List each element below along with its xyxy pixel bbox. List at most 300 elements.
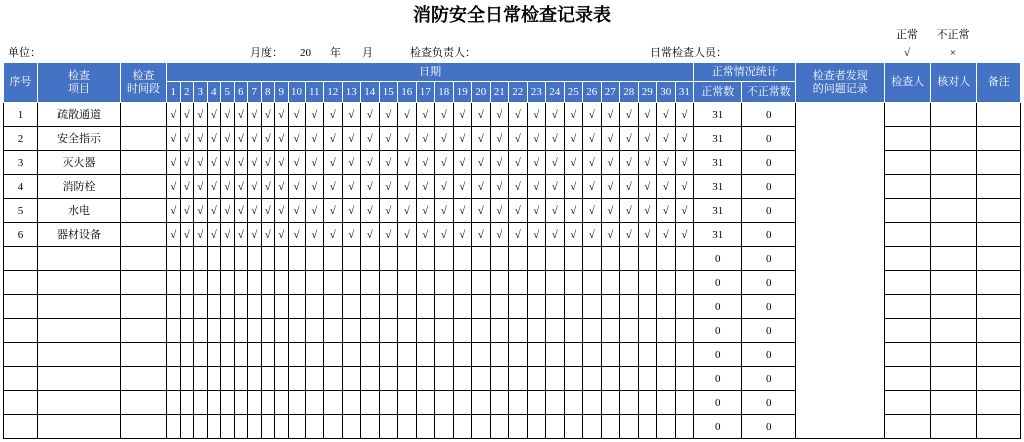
cell-day-check[interactable] (453, 271, 472, 295)
cell-day-check[interactable] (305, 319, 324, 343)
cell-day-check[interactable] (601, 271, 620, 295)
cell-day-check[interactable] (472, 367, 491, 391)
cell-day-check[interactable]: √ (509, 223, 528, 247)
cell-day-check[interactable] (546, 319, 565, 343)
cell-day-check[interactable]: √ (564, 223, 583, 247)
cell-remark[interactable] (977, 175, 1021, 199)
cell-abnormal-count[interactable]: 0 (742, 127, 796, 151)
cell-day-check[interactable] (288, 295, 305, 319)
cell-day-check[interactable]: √ (361, 103, 380, 127)
cell-day-check[interactable] (398, 319, 417, 343)
cell-period[interactable] (121, 295, 167, 319)
cell-day-check[interactable]: √ (207, 199, 221, 223)
cell-day-check[interactable] (583, 319, 602, 343)
cell-day-check[interactable] (564, 319, 583, 343)
cell-checker[interactable] (931, 103, 977, 127)
cell-day-check[interactable] (361, 295, 380, 319)
cell-day-check[interactable]: √ (490, 199, 509, 223)
cell-day-check[interactable] (261, 247, 275, 271)
cell-day-check[interactable] (207, 415, 221, 439)
cell-day-check[interactable]: √ (167, 127, 181, 151)
cell-day-check[interactable]: √ (638, 151, 657, 175)
cell-day-check[interactable] (435, 319, 454, 343)
cell-day-check[interactable]: √ (435, 199, 454, 223)
cell-day-check[interactable] (261, 391, 275, 415)
cell-day-check[interactable]: √ (527, 151, 546, 175)
cell-normal-count[interactable]: 0 (694, 415, 742, 439)
cell-day-check[interactable]: √ (234, 199, 248, 223)
cell-day-check[interactable]: √ (416, 175, 435, 199)
cell-day-check[interactable] (361, 391, 380, 415)
cell-day-check[interactable] (657, 295, 676, 319)
cell-day-check[interactable] (324, 415, 343, 439)
cell-issues-record[interactable] (796, 103, 885, 439)
cell-day-check[interactable]: √ (398, 223, 417, 247)
cell-day-check[interactable] (620, 319, 639, 343)
cell-day-check[interactable] (324, 247, 343, 271)
cell-index[interactable]: 2 (4, 127, 38, 151)
cell-day-check[interactable] (207, 367, 221, 391)
cell-day-check[interactable]: √ (361, 127, 380, 151)
cell-day-check[interactable]: √ (583, 151, 602, 175)
cell-item[interactable] (38, 367, 121, 391)
cell-index[interactable]: 4 (4, 175, 38, 199)
cell-day-check[interactable] (398, 391, 417, 415)
cell-inspector[interactable] (885, 247, 931, 271)
cell-day-check[interactable]: √ (275, 103, 289, 127)
cell-day-check[interactable] (638, 271, 657, 295)
cell-day-check[interactable] (342, 295, 361, 319)
cell-day-check[interactable] (180, 343, 194, 367)
cell-day-check[interactable] (305, 367, 324, 391)
cell-item[interactable] (38, 391, 121, 415)
cell-day-check[interactable] (564, 415, 583, 439)
cell-day-check[interactable]: √ (248, 199, 262, 223)
cell-day-check[interactable] (167, 295, 181, 319)
cell-inspector[interactable] (885, 175, 931, 199)
cell-day-check[interactable] (248, 247, 262, 271)
cell-day-check[interactable]: √ (207, 103, 221, 127)
cell-day-check[interactable] (509, 343, 528, 367)
cell-day-check[interactable]: √ (527, 103, 546, 127)
cell-day-check[interactable]: √ (361, 223, 380, 247)
cell-day-check[interactable] (657, 271, 676, 295)
cell-day-check[interactable]: √ (435, 127, 454, 151)
cell-index[interactable]: 3 (4, 151, 38, 175)
cell-day-check[interactable] (194, 391, 208, 415)
cell-day-check[interactable]: √ (379, 127, 398, 151)
cell-day-check[interactable] (527, 295, 546, 319)
cell-day-check[interactable] (620, 247, 639, 271)
cell-day-check[interactable] (564, 295, 583, 319)
cell-day-check[interactable] (435, 247, 454, 271)
cell-abnormal-count[interactable]: 0 (742, 223, 796, 247)
cell-day-check[interactable] (288, 415, 305, 439)
cell-day-check[interactable]: √ (435, 103, 454, 127)
cell-day-check[interactable]: √ (180, 127, 194, 151)
cell-day-check[interactable] (248, 295, 262, 319)
cell-item[interactable]: 消防栓 (38, 175, 121, 199)
cell-item[interactable]: 水电 (38, 199, 121, 223)
cell-day-check[interactable] (361, 271, 380, 295)
cell-checker[interactable] (931, 247, 977, 271)
cell-day-check[interactable]: √ (261, 103, 275, 127)
cell-item[interactable] (38, 247, 121, 271)
cell-abnormal-count[interactable]: 0 (742, 175, 796, 199)
cell-day-check[interactable]: √ (472, 223, 491, 247)
cell-day-check[interactable] (527, 319, 546, 343)
cell-day-check[interactable]: √ (180, 175, 194, 199)
cell-day-check[interactable]: √ (261, 223, 275, 247)
cell-day-check[interactable]: √ (342, 127, 361, 151)
cell-day-check[interactable] (620, 415, 639, 439)
cell-day-check[interactable]: √ (657, 151, 676, 175)
cell-day-check[interactable]: √ (221, 223, 235, 247)
cell-day-check[interactable]: √ (546, 103, 565, 127)
cell-day-check[interactable]: √ (180, 199, 194, 223)
cell-inspector[interactable] (885, 367, 931, 391)
cell-normal-count[interactable]: 31 (694, 151, 742, 175)
cell-day-check[interactable] (207, 319, 221, 343)
cell-index[interactable] (4, 343, 38, 367)
cell-day-check[interactable] (275, 319, 289, 343)
cell-abnormal-count[interactable]: 0 (742, 415, 796, 439)
cell-index[interactable] (4, 415, 38, 439)
cell-day-check[interactable]: √ (221, 151, 235, 175)
cell-day-check[interactable] (435, 343, 454, 367)
cell-day-check[interactable] (527, 247, 546, 271)
cell-remark[interactable] (977, 271, 1021, 295)
cell-day-check[interactable] (453, 391, 472, 415)
cell-day-check[interactable]: √ (657, 199, 676, 223)
cell-day-check[interactable]: √ (490, 175, 509, 199)
cell-normal-count[interactable]: 31 (694, 223, 742, 247)
cell-day-check[interactable]: √ (379, 151, 398, 175)
cell-day-check[interactable] (675, 367, 694, 391)
cell-inspector[interactable] (885, 199, 931, 223)
cell-day-check[interactable] (472, 295, 491, 319)
cell-day-check[interactable]: √ (490, 223, 509, 247)
cell-inspector[interactable] (885, 103, 931, 127)
cell-day-check[interactable] (509, 247, 528, 271)
cell-day-check[interactable]: √ (342, 103, 361, 127)
cell-day-check[interactable]: √ (261, 151, 275, 175)
cell-day-check[interactable]: √ (167, 223, 181, 247)
cell-normal-count[interactable]: 0 (694, 295, 742, 319)
cell-day-check[interactable] (234, 295, 248, 319)
cell-day-check[interactable] (379, 415, 398, 439)
cell-index[interactable]: 6 (4, 223, 38, 247)
cell-day-check[interactable]: √ (288, 127, 305, 151)
cell-period[interactable] (121, 199, 167, 223)
cell-day-check[interactable] (379, 343, 398, 367)
cell-day-check[interactable] (546, 367, 565, 391)
cell-day-check[interactable]: √ (379, 175, 398, 199)
cell-day-check[interactable] (527, 343, 546, 367)
cell-day-check[interactable] (324, 367, 343, 391)
cell-day-check[interactable]: √ (305, 151, 324, 175)
cell-day-check[interactable] (379, 295, 398, 319)
cell-day-check[interactable] (275, 415, 289, 439)
cell-abnormal-count[interactable]: 0 (742, 247, 796, 271)
cell-day-check[interactable] (564, 367, 583, 391)
cell-day-check[interactable]: √ (638, 199, 657, 223)
cell-day-check[interactable]: √ (275, 175, 289, 199)
cell-day-check[interactable]: √ (248, 127, 262, 151)
cell-day-check[interactable]: √ (657, 127, 676, 151)
cell-day-check[interactable] (207, 271, 221, 295)
cell-day-check[interactable] (527, 415, 546, 439)
cell-day-check[interactable] (261, 343, 275, 367)
cell-day-check[interactable]: √ (361, 199, 380, 223)
cell-day-check[interactable]: √ (638, 175, 657, 199)
cell-day-check[interactable]: √ (601, 151, 620, 175)
cell-day-check[interactable] (361, 343, 380, 367)
cell-day-check[interactable] (234, 271, 248, 295)
cell-day-check[interactable]: √ (675, 151, 694, 175)
cell-abnormal-count[interactable]: 0 (742, 367, 796, 391)
cell-day-check[interactable]: √ (379, 223, 398, 247)
cell-day-check[interactable]: √ (207, 127, 221, 151)
cell-remark[interactable] (977, 319, 1021, 343)
cell-day-check[interactable] (527, 367, 546, 391)
cell-item[interactable] (38, 319, 121, 343)
cell-checker[interactable] (931, 415, 977, 439)
cell-day-check[interactable]: √ (564, 151, 583, 175)
cell-day-check[interactable] (490, 391, 509, 415)
cell-day-check[interactable]: √ (248, 103, 262, 127)
cell-day-check[interactable] (527, 271, 546, 295)
cell-day-check[interactable] (416, 415, 435, 439)
cell-day-check[interactable]: √ (527, 223, 546, 247)
cell-day-check[interactable] (361, 319, 380, 343)
cell-day-check[interactable]: √ (546, 175, 565, 199)
cell-day-check[interactable]: √ (472, 103, 491, 127)
cell-day-check[interactable] (194, 343, 208, 367)
cell-day-check[interactable] (509, 319, 528, 343)
cell-day-check[interactable] (288, 319, 305, 343)
cell-day-check[interactable] (509, 415, 528, 439)
cell-day-check[interactable] (416, 319, 435, 343)
cell-day-check[interactable] (638, 367, 657, 391)
cell-day-check[interactable]: √ (324, 127, 343, 151)
cell-remark[interactable] (977, 151, 1021, 175)
cell-day-check[interactable]: √ (324, 175, 343, 199)
cell-day-check[interactable] (194, 247, 208, 271)
cell-index[interactable]: 5 (4, 199, 38, 223)
cell-inspector[interactable] (885, 295, 931, 319)
cell-day-check[interactable] (490, 247, 509, 271)
cell-day-check[interactable] (546, 415, 565, 439)
cell-day-check[interactable] (583, 391, 602, 415)
cell-day-check[interactable]: √ (509, 199, 528, 223)
cell-period[interactable] (121, 103, 167, 127)
cell-day-check[interactable]: √ (180, 223, 194, 247)
cell-day-check[interactable]: √ (546, 151, 565, 175)
cell-day-check[interactable]: √ (194, 127, 208, 151)
cell-day-check[interactable] (342, 415, 361, 439)
cell-day-check[interactable] (194, 367, 208, 391)
cell-day-check[interactable]: √ (194, 223, 208, 247)
cell-day-check[interactable]: √ (379, 199, 398, 223)
cell-day-check[interactable]: √ (305, 175, 324, 199)
cell-day-check[interactable]: √ (620, 223, 639, 247)
cell-day-check[interactable] (490, 367, 509, 391)
cell-day-check[interactable]: √ (490, 103, 509, 127)
cell-normal-count[interactable]: 31 (694, 175, 742, 199)
cell-day-check[interactable] (509, 295, 528, 319)
cell-abnormal-count[interactable]: 0 (742, 343, 796, 367)
cell-day-check[interactable] (657, 415, 676, 439)
cell-day-check[interactable]: √ (234, 103, 248, 127)
cell-abnormal-count[interactable]: 0 (742, 271, 796, 295)
cell-day-check[interactable]: √ (527, 127, 546, 151)
cell-day-check[interactable]: √ (234, 223, 248, 247)
cell-day-check[interactable]: √ (288, 175, 305, 199)
cell-day-check[interactable] (601, 295, 620, 319)
cell-day-check[interactable]: √ (324, 199, 343, 223)
cell-day-check[interactable]: √ (564, 175, 583, 199)
cell-day-check[interactable]: √ (453, 127, 472, 151)
cell-day-check[interactable] (675, 247, 694, 271)
cell-day-check[interactable] (453, 295, 472, 319)
cell-day-check[interactable] (379, 367, 398, 391)
cell-day-check[interactable]: √ (207, 151, 221, 175)
cell-day-check[interactable] (416, 271, 435, 295)
cell-day-check[interactable]: √ (288, 151, 305, 175)
cell-day-check[interactable] (398, 415, 417, 439)
cell-day-check[interactable] (398, 343, 417, 367)
cell-day-check[interactable]: √ (194, 151, 208, 175)
cell-checker[interactable] (931, 223, 977, 247)
cell-day-check[interactable] (435, 271, 454, 295)
cell-day-check[interactable] (601, 247, 620, 271)
cell-period[interactable] (121, 247, 167, 271)
cell-day-check[interactable]: √ (583, 175, 602, 199)
cell-day-check[interactable] (509, 367, 528, 391)
cell-day-check[interactable]: √ (248, 175, 262, 199)
cell-day-check[interactable]: √ (248, 151, 262, 175)
cell-day-check[interactable] (620, 271, 639, 295)
cell-checker[interactable] (931, 175, 977, 199)
cell-checker[interactable] (931, 319, 977, 343)
cell-day-check[interactable]: √ (261, 199, 275, 223)
cell-normal-count[interactable]: 0 (694, 247, 742, 271)
cell-day-check[interactable] (583, 343, 602, 367)
cell-day-check[interactable] (342, 343, 361, 367)
cell-day-check[interactable] (509, 271, 528, 295)
cell-day-check[interactable] (435, 295, 454, 319)
cell-item[interactable]: 器材设备 (38, 223, 121, 247)
cell-day-check[interactable] (361, 415, 380, 439)
cell-inspector[interactable] (885, 127, 931, 151)
cell-day-check[interactable] (601, 415, 620, 439)
cell-day-check[interactable] (207, 247, 221, 271)
cell-day-check[interactable] (207, 343, 221, 367)
cell-day-check[interactable]: √ (472, 175, 491, 199)
cell-day-check[interactable] (324, 271, 343, 295)
cell-day-check[interactable]: √ (620, 175, 639, 199)
cell-normal-count[interactable]: 0 (694, 391, 742, 415)
cell-day-check[interactable] (275, 247, 289, 271)
cell-day-check[interactable] (675, 343, 694, 367)
cell-day-check[interactable] (490, 319, 509, 343)
cell-day-check[interactable] (472, 391, 491, 415)
cell-inspector[interactable] (885, 319, 931, 343)
cell-day-check[interactable]: √ (221, 199, 235, 223)
cell-abnormal-count[interactable]: 0 (742, 295, 796, 319)
cell-day-check[interactable] (490, 295, 509, 319)
cell-day-check[interactable]: √ (342, 151, 361, 175)
cell-day-check[interactable] (490, 271, 509, 295)
cell-day-check[interactable] (221, 247, 235, 271)
cell-day-check[interactable]: √ (180, 103, 194, 127)
cell-day-check[interactable]: √ (453, 175, 472, 199)
cell-day-check[interactable] (361, 367, 380, 391)
cell-day-check[interactable] (435, 391, 454, 415)
cell-day-check[interactable] (398, 295, 417, 319)
cell-day-check[interactable] (342, 271, 361, 295)
cell-period[interactable] (121, 319, 167, 343)
cell-index[interactable] (4, 391, 38, 415)
cell-day-check[interactable]: √ (167, 151, 181, 175)
cell-day-check[interactable] (221, 295, 235, 319)
cell-day-check[interactable]: √ (234, 127, 248, 151)
cell-abnormal-count[interactable]: 0 (742, 151, 796, 175)
cell-day-check[interactable]: √ (509, 103, 528, 127)
cell-day-check[interactable] (546, 295, 565, 319)
cell-day-check[interactable]: √ (342, 175, 361, 199)
cell-day-check[interactable] (167, 343, 181, 367)
cell-day-check[interactable] (675, 319, 694, 343)
cell-day-check[interactable]: √ (324, 223, 343, 247)
cell-normal-count[interactable]: 0 (694, 367, 742, 391)
cell-day-check[interactable]: √ (453, 223, 472, 247)
cell-period[interactable] (121, 151, 167, 175)
cell-day-check[interactable] (657, 367, 676, 391)
cell-day-check[interactable] (275, 391, 289, 415)
cell-day-check[interactable]: √ (453, 151, 472, 175)
cell-day-check[interactable] (527, 391, 546, 415)
cell-day-check[interactable] (180, 247, 194, 271)
cell-day-check[interactable]: √ (305, 199, 324, 223)
cell-checker[interactable] (931, 391, 977, 415)
cell-day-check[interactable]: √ (288, 223, 305, 247)
cell-day-check[interactable] (638, 415, 657, 439)
cell-remark[interactable] (977, 391, 1021, 415)
cell-index[interactable] (4, 367, 38, 391)
cell-day-check[interactable] (453, 247, 472, 271)
cell-day-check[interactable]: √ (234, 175, 248, 199)
cell-day-check[interactable] (248, 343, 262, 367)
cell-day-check[interactable]: √ (221, 175, 235, 199)
cell-day-check[interactable]: √ (601, 127, 620, 151)
cell-day-check[interactable]: √ (546, 199, 565, 223)
cell-day-check[interactable] (472, 343, 491, 367)
cell-day-check[interactable]: √ (675, 199, 694, 223)
cell-day-check[interactable] (546, 343, 565, 367)
cell-day-check[interactable]: √ (472, 151, 491, 175)
cell-day-check[interactable]: √ (472, 199, 491, 223)
cell-day-check[interactable]: √ (194, 175, 208, 199)
cell-day-check[interactable]: √ (620, 151, 639, 175)
cell-day-check[interactable] (638, 391, 657, 415)
cell-day-check[interactable]: √ (207, 223, 221, 247)
cell-day-check[interactable]: √ (248, 223, 262, 247)
cell-abnormal-count[interactable]: 0 (742, 319, 796, 343)
cell-day-check[interactable] (324, 295, 343, 319)
cell-period[interactable] (121, 271, 167, 295)
